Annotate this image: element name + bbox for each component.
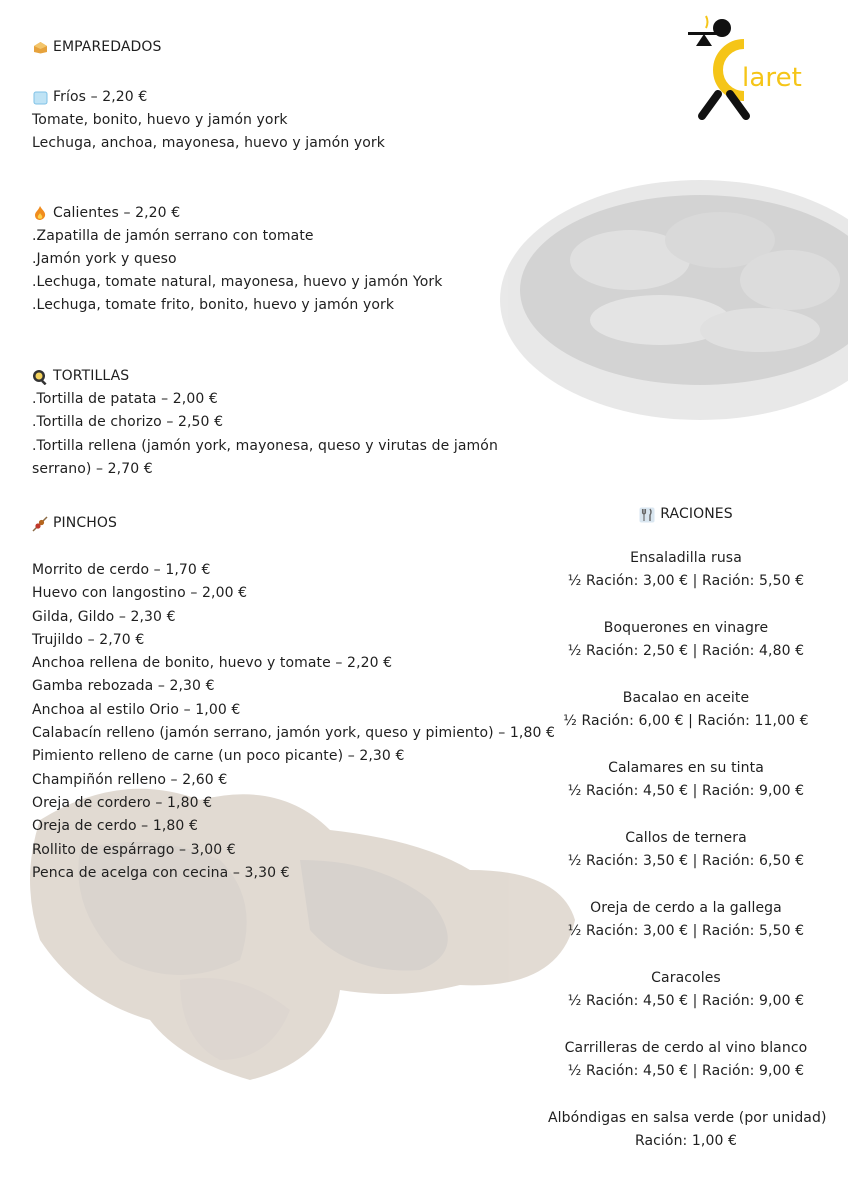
racion-price: ½ Ración: 4,50 € | Ración: 9,00 € xyxy=(567,1063,805,1079)
calientes-item: .Lechuga, tomate frito, bonito, huevo y jamón york xyxy=(32,297,395,314)
tortillas-title: TORTILLAS xyxy=(53,368,130,384)
emparedados-section xyxy=(32,36,442,318)
calientes-item: .Lechuga, tomate natural, mayonesa, huevo y jamón York xyxy=(32,274,443,291)
racion-price: ½ Ración: 3,00 € | Ración: 5,50 € xyxy=(567,573,805,589)
racion-price: ½ Ración: 4,50 € | Ración: 9,00 € xyxy=(567,993,805,1009)
frios-item: Lechuga, anchoa, mayonesa, huevo y jamón york xyxy=(32,135,385,152)
tortillas-heading xyxy=(32,365,498,388)
pincho-item: Oreja de cerdo – 1,80 € xyxy=(32,818,198,835)
racion-name: Oreja de cerdo a la gallega xyxy=(590,900,782,916)
calientes-item: .Zapatilla de jamón serrano con tomate xyxy=(32,227,314,244)
raciones-section xyxy=(548,503,827,1177)
racion-name: Bacalao en aceite xyxy=(622,690,750,706)
pincho-item: Oreja de cordero – 1,80 € xyxy=(32,794,213,811)
tortilla-item: serrano) – 2,70 € xyxy=(32,460,153,477)
logo-text: laret xyxy=(742,63,802,93)
tortilla-item: .Tortilla de patata – 2,00 € xyxy=(32,391,218,407)
pincho-item: Anchoa al estilo Orio – 1,00 € xyxy=(32,701,241,718)
pincho-item: Rollito de espárrago – 3,00 € xyxy=(32,841,236,858)
skewer-icon xyxy=(32,516,48,532)
calientes-block xyxy=(32,202,442,318)
pincho-item: Gilda, Gildo – 2,30 € xyxy=(32,608,176,625)
frios-block xyxy=(32,86,442,156)
racion-item xyxy=(548,547,824,593)
racion-item xyxy=(548,827,824,873)
pincho-item: Calabacín relleno (jamón serrano, jamón york, queso y pimiento) – 1,80 € xyxy=(32,725,556,742)
raciones-heading xyxy=(548,503,824,526)
raciones-title: RACIONES xyxy=(660,506,733,522)
tortillas-section xyxy=(32,365,498,481)
calamares-bowl-image xyxy=(500,180,848,420)
pincho-item: Gamba rebozada – 2,30 € xyxy=(32,678,215,695)
pincho-item: Penca de acelga con cecina – 3,30 € xyxy=(32,864,290,881)
pinchos-title: PINCHOS xyxy=(53,515,117,531)
racion-price: ½ Ración: 2,50 € | Ración: 4,80 € xyxy=(567,643,805,659)
pinchos-list xyxy=(32,559,555,885)
racion-item xyxy=(548,967,824,1013)
racion-price: Ración: 1,00 € xyxy=(634,1133,738,1149)
racion-price: ½ Ración: 3,50 € | Ración: 6,50 € xyxy=(567,853,805,869)
racion-item xyxy=(548,1037,824,1083)
racion-price: ½ Ración: 4,50 € | Ración: 9,00 € xyxy=(567,783,805,799)
racion-name: Callos de ternera xyxy=(625,830,747,846)
frios-item: Tomate, bonito, huevo y jamón york xyxy=(32,112,288,128)
sandwich-icon xyxy=(32,40,48,56)
ice-cube-icon xyxy=(32,90,48,106)
fork-knife-icon xyxy=(639,507,655,523)
pinchos-heading xyxy=(32,512,555,535)
calientes-heading xyxy=(32,202,442,225)
pincho-item: Trujildo – 2,70 € xyxy=(32,631,145,648)
emparedados-heading xyxy=(32,36,442,59)
racion-item xyxy=(548,897,824,943)
frios-heading xyxy=(32,86,442,109)
pincho-item: Pimiento relleno de carne (un poco picante) – 2,30 € xyxy=(32,748,405,765)
pincho-item: Anchoa rellena de bonito, huevo y tomate – 2,20 € xyxy=(32,655,393,672)
claret-logo xyxy=(684,14,824,124)
calientes-item: .Jamón york y queso xyxy=(32,250,177,267)
frios-title: Fríos – 2,20 € xyxy=(53,89,148,105)
pincho-item: Huevo con langostino – 2,00 € xyxy=(32,585,248,602)
pinchos-section xyxy=(32,512,555,885)
tortilla-item: .Tortilla rellena (jamón york, mayonesa, queso y virutas de jamón xyxy=(32,437,498,454)
racion-name: Caracoles xyxy=(651,970,721,986)
racion-name: Carrilleras de cerdo al vino blanco xyxy=(564,1040,808,1056)
tortilla-item: .Tortilla de chorizo – 2,50 € xyxy=(32,414,224,431)
racion-item xyxy=(548,757,824,803)
racion-price: ½ Ración: 3,00 € | Ración: 5,50 € xyxy=(567,923,805,939)
calientes-title: Calientes – 2,20 € xyxy=(53,204,181,221)
racion-name: Calamares en su tinta xyxy=(608,760,764,776)
frying-pan-icon xyxy=(32,369,48,385)
pincho-item: Champiñón relleno – 2,60 € xyxy=(32,771,228,788)
racion-item xyxy=(548,1107,827,1153)
racion-name: Albóndigas en salsa verde (por unidad) xyxy=(548,1110,827,1126)
emparedados-title: EMPAREDADOS xyxy=(53,39,162,55)
racion-item xyxy=(548,687,824,733)
pincho-item: Morrito de cerdo – 1,70 € xyxy=(32,562,211,578)
racion-name: Ensaladilla rusa xyxy=(630,550,742,566)
racion-price: ½ Ración: 6,00 € | Ración: 11,00 € xyxy=(563,713,809,729)
fire-icon xyxy=(32,205,48,221)
racion-item xyxy=(548,617,824,663)
racion-name: Boquerones en vinagre xyxy=(603,620,769,636)
